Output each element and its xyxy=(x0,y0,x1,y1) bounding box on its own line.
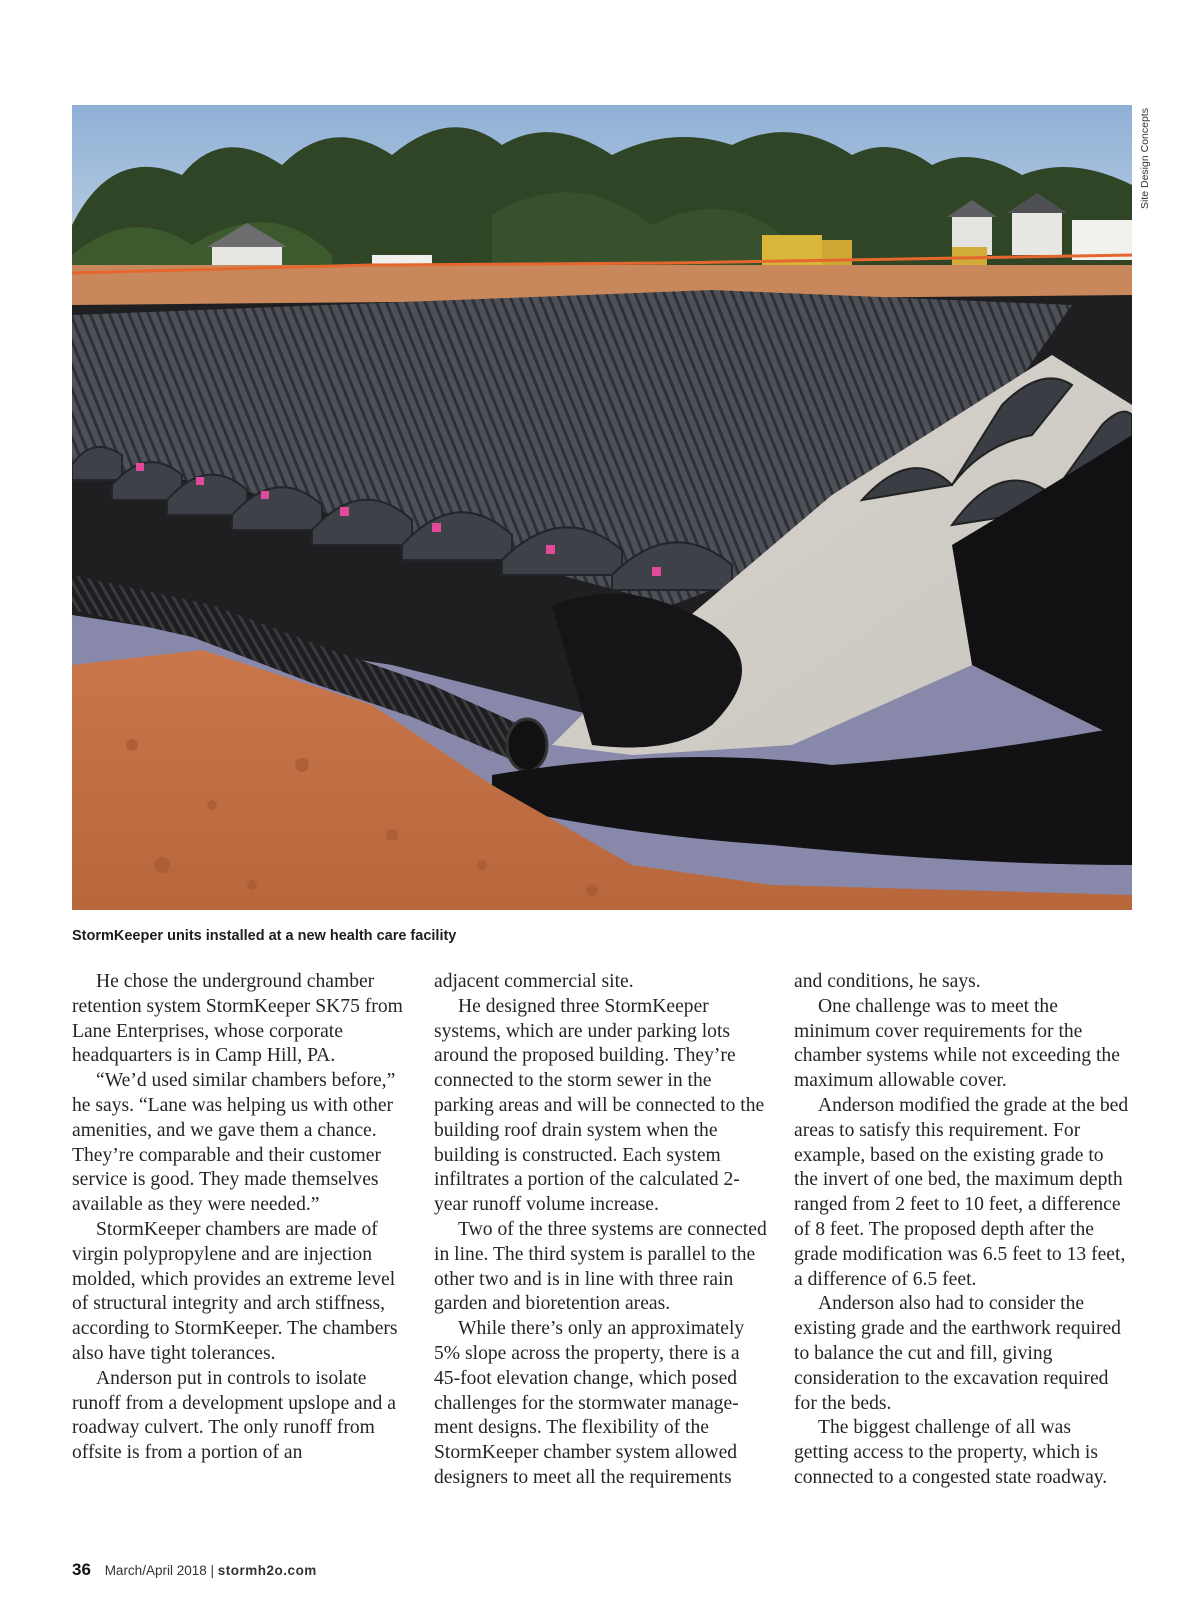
paragraph: Anderson also had to consider the existing grade and the earthwork required to balance the cut and fill, giving consideration to the excavation required for the beds. xyxy=(794,1293,1121,1414)
issue-date: March/April 2018 xyxy=(104,1563,207,1578)
photo-credit xyxy=(1136,105,1154,215)
photo-credit-text: Site Design Concepts xyxy=(1139,108,1151,209)
paragraph: StormKeeper chambers are made of virgin polypropylene and are injection molded, which provides an extreme level of structural integrity and arch stiffness, according to StormKeeper. The chambers also have tight tolerances. xyxy=(72,1218,398,1364)
paragraph: “We’d used similar chambers before,” he says. “Lane was helping us with other amenities, and we gave them a chance. They’re comparable and their customer service is good. They made themselves available as they were needed.” xyxy=(72,1070,396,1216)
text-column-2 xyxy=(434,970,769,1491)
paragraph: He designed three StormKeeper systems, which are under parking lots around the proposed building. They’re connected to the storm sewer in the parking areas and will be connected to the building roof drain system when the building is constructed. Each system infiltrates a portion of the calculated 2-year runoff volume increase. xyxy=(434,995,765,1216)
paragraph-continued: adjacent commercial site. xyxy=(434,971,634,992)
page-number: 36 xyxy=(72,1560,91,1579)
text-column-3 xyxy=(794,970,1129,1491)
paragraph: Two of the three systems are connected in line. The third system is parallel to the other two and is in line with three rain garden and bioretention areas. xyxy=(434,1218,767,1315)
photo-caption: StormKeeper units installed at a new health care facility xyxy=(72,928,457,944)
text-column-1 xyxy=(72,970,407,1466)
paragraph: Anderson modified the grade at the bed areas to satisfy this requirement. For example, based on the existing grade to the invert of one bed, the maximum depth ranged from 2 feet to 10 feet, a difference of 8 feet. The proposed depth after the grade modification was 6.5 feet to 13 feet, a difference of 6.5 feet. xyxy=(794,1094,1129,1290)
construction-site-photo xyxy=(72,105,1132,910)
paragraph: One challenge was to meet the minimum cover requirements for the chamber systems while not exceeding the maximum allowable cover. xyxy=(794,995,1120,1092)
paragraph: Anderson put in controls to isolate runoff from a development upslope and a roadway culvert. The only runoff from offsite is from a portion of an xyxy=(72,1367,396,1464)
paragraph: The biggest challenge of all was getting access to the property, which is connected to a congested state roadway. xyxy=(794,1417,1108,1488)
paragraph: While there’s only an approximately 5% slope across the property, there is a 45-foot elevation change, which posed challenges for the stormwater management designs. The flexibility of the StormKeeper chamber system allowed designers to meet all the requirements xyxy=(434,1318,745,1488)
footer-separator: | xyxy=(210,1563,215,1578)
paragraph-continued: and conditions, he says. xyxy=(794,971,981,992)
paragraph: He chose the underground chamber retention system StormKeeper SK75 from Lane Enterprises, whose corporate headquarters is in Camp Hill, PA. xyxy=(72,971,403,1067)
page-footer xyxy=(72,1560,317,1580)
site-url[interactable]: stormh2o.com xyxy=(217,1563,317,1578)
